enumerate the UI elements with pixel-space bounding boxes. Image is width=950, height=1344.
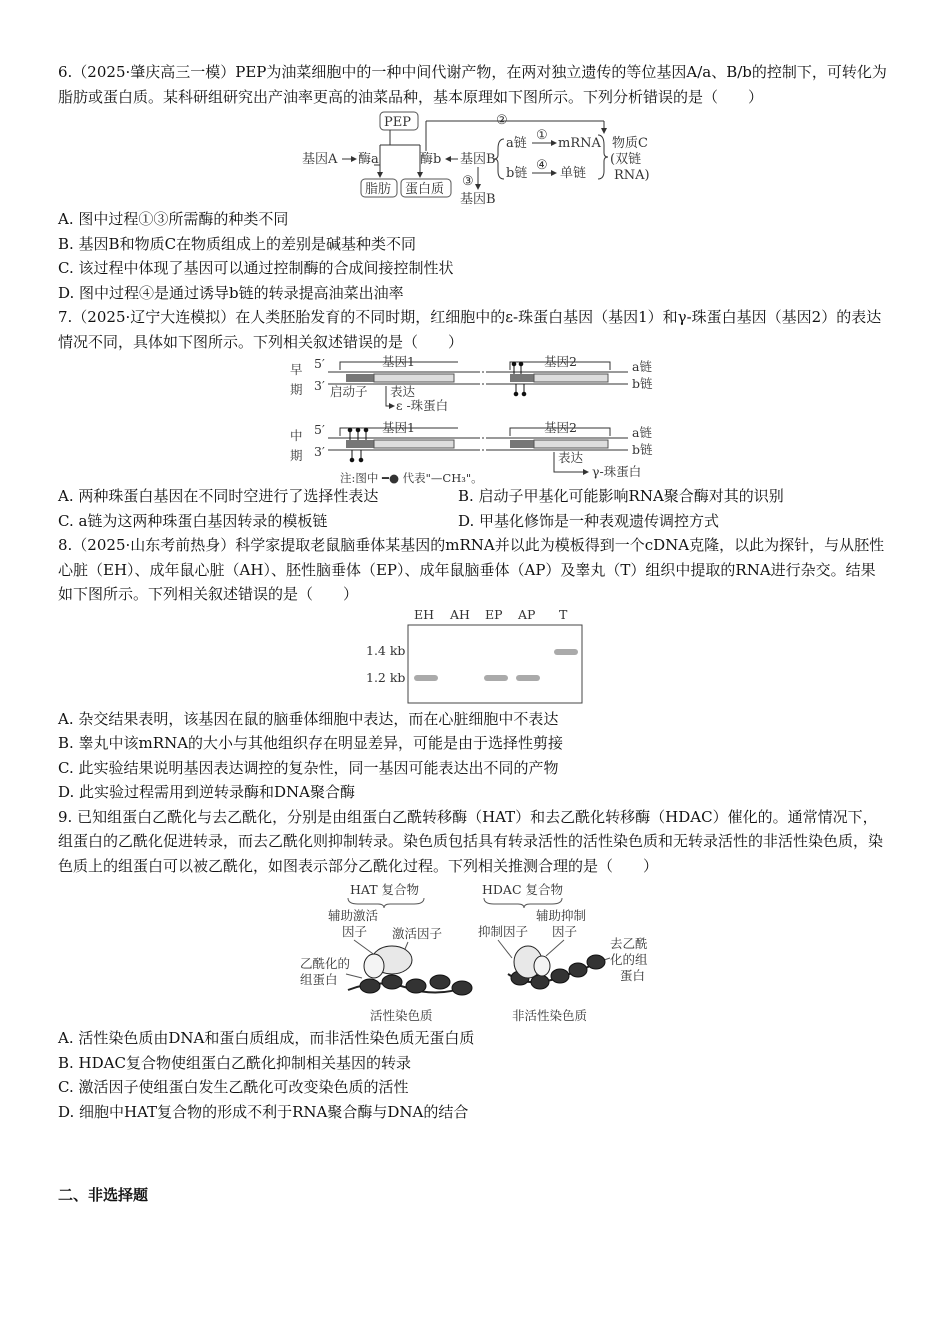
northern-blot-gel [58,607,890,707]
enzyme-b-label: 酶b [420,152,442,167]
band-ep [484,675,508,681]
a-chain-label-2: a链 [632,425,652,440]
q9-option-c[interactable]: C. 激活因子使组蛋白发生乙酰化可改变染色质的活性 [58,1078,409,1096]
q8-stem: 8.（2025·山东考前热身）科学家提取老鼠脑垂体某基因的mRNA并以此为模板得到一个cDNA克隆，以此为探针，与从胚性心脏（EH）、成年鼠心脏（AH）、胚性脑垂体（EP）、成年鼠脑垂体（AP）及睾丸（T）组织中提取的RNA进行杂交。结果如下图所示。下列相关叙述错误的是（ ） [58,536,885,603]
exam-page [58,60,890,1205]
epsilon-globin-label: ε -珠蛋白 [396,398,449,413]
promoter-label: 启动子 [330,384,368,399]
early-label-1: 早 [290,362,303,377]
hat-complex-label: HAT 复合物 [350,882,420,897]
q9-option-d[interactable]: D. 细胞中HAT复合物的形成不利于RNA聚合酶与DNA的结合 [58,1102,469,1121]
q8-option-b[interactable]: B. 睾丸中该mRNA的大小与其他组织存在明显差异，可能是由于选择性剪接 [58,734,564,752]
a-chain-label: a链 [506,136,527,151]
methyl-note: 注:图中 ━● 代表"—CH₃"。 [340,471,483,484]
aux-repressor-label-1: 辅助抑制 [536,908,587,923]
gel-frame [408,625,582,703]
band-t [554,649,578,655]
substance-c-sub2: RNA) [614,168,650,183]
q9-option-b[interactable]: B. HDAC复合物使组蛋白乙酰化抑制相关基因的转录 [58,1053,411,1072]
inactive-chromatin-graphic [508,946,605,989]
gene1-label-1: 基因1 [382,354,415,369]
q6-options [58,207,890,305]
q8-figure [58,607,890,707]
q6-option-d[interactable]: D. 图中过程④是通过诱导b链的转录提高油菜出油率 [58,283,404,302]
five-prime-2: 5′ [314,422,325,437]
q6-figure [58,109,890,207]
process-2-label: ② [496,113,508,128]
active-chromatin-graphic [348,946,472,995]
process-1-label: ① [536,128,548,143]
substance-c-sub1: (双链 [610,152,642,167]
gene2-label-1: 基因2 [544,354,577,369]
enzyme-a-label: 酶a [358,152,379,167]
gene2-label-2: 基因2 [544,420,577,435]
q7-option-d[interactable]: D. 甲基化修饰是一种表观遗传调控方式 [458,511,720,530]
lane-ah-label: AH [450,606,470,622]
metabolic-pathway-diagram [58,109,890,207]
band-eh [414,675,438,681]
substance-c-label: 物质C [612,136,648,151]
three-prime-2: 3′ [314,444,325,459]
gene-b-label: 基因B [460,152,496,167]
lane-ap-label: AP [518,606,536,622]
process-3-label: ③ [462,174,474,189]
express-label-2: 表达 [558,450,584,465]
hdac-complex-label: HDAC 复合物 [482,882,563,897]
b-chain-label-1: b链 [632,376,653,391]
aux-activator-label-2: 因子 [342,924,368,939]
process-4-label: ④ [536,158,548,173]
early-label-2: 期 [290,382,303,397]
b-chain-label-2: b链 [632,442,653,457]
marker-14kb: 1.4 kb [366,642,406,658]
gene-a-label: 基因A [302,152,338,167]
protein-label: 蛋白质 [405,182,445,197]
b-chain-label: b链 [506,166,528,181]
five-prime-1: 5′ [314,356,325,371]
q6-option-c[interactable]: C. 该过程中体现了基因可以通过控制酶的合成间接控制性状 [58,259,454,277]
active-chromatin-label: 活性染色质 [370,1008,433,1023]
aux-activator-label-1: 辅助激活 [328,908,379,923]
acetylated-label-2: 组蛋白 [300,972,338,987]
q8-option-a[interactable]: A. 杂交结果表明，该基因在鼠的脑垂体细胞中表达，而在心脏细胞中不表达 [58,709,559,728]
inactive-chromatin-label: 非活性染色质 [512,1008,588,1023]
histone-acetylation-diagram [58,878,890,1026]
q7-option-a[interactable]: A. 两种珠蛋白基因在不同时空进行了选择性表达 [58,487,379,505]
band-ap [516,675,540,681]
acetylated-label-1: 乙酰化的 [300,956,351,971]
lane-eh-label: EH [414,606,435,622]
gene1-label-2: 基因1 [382,420,415,435]
q6-stem: 6.（2025·肇庆高三一模）PEP为油菜细胞中的一种中间代谢产物，在两对独立遗传的等位基因A/a、B/b的控制下，可转化为脂肪或蛋白质。某科研组研究出产油率更高的油菜品种，基本原理如下图所示。下列分析错误的是（ ） [58,63,887,106]
q8-option-d[interactable]: D. 此实验过程需用到逆转录酶和DNA聚合酶 [58,783,356,801]
gene-b2-label: 基因B [460,192,496,207]
pep-label: PEP [384,115,411,130]
single-strand-label: 单链 [560,166,587,181]
repressor-label: 抑制因子 [478,924,529,939]
mid-label-2: 期 [290,448,303,463]
lane-ep-label: EP [485,606,503,622]
mrna-label: mRNA [558,136,601,151]
q9-options [58,1026,890,1124]
three-prime-1: 3′ [314,378,325,393]
q7-options [58,484,890,533]
a-chain-label-1: a链 [632,359,652,374]
q9-figure [58,878,890,1026]
q7-stem: 7.（2025·辽宁大连模拟）在人类胚胎发育的不同时期，红细胞中的ε-珠蛋白基因（基因1）和γ-珠蛋白基因（基因2）的表达情况不同，具体如下图所示。下列相关叙述错误的是（ ） [58,308,882,351]
q7-option-c[interactable]: C. a链为这两种珠蛋白基因转录的模板链 [58,511,328,530]
gamma-globin-label: γ-珠蛋白 [592,464,642,479]
q7-option-b[interactable]: B. 启动子甲基化可能影响RNA聚合酶对其的识别 [458,487,784,505]
q6-option-b[interactable]: B. 基因B和物质C在物质组成上的差别是碱基种类不同 [58,234,417,253]
mid-label-1: 中 [290,428,303,443]
lane-t-label: T [559,606,568,622]
activator-label: 激活因子 [392,926,443,941]
express-label-1: 表达 [390,384,416,399]
globin-gene-diagram [58,354,890,484]
deacetylated-label-3: 蛋白 [620,968,646,983]
q9-option-a[interactable]: A. 活性染色质由DNA和蛋白质组成，而非活性染色质无蛋白质 [58,1029,475,1047]
aux-repressor-label-2: 因子 [552,924,578,939]
marker-12kb: 1.2 kb [366,669,406,685]
q7-figure [58,354,890,484]
q8-option-c[interactable]: C. 此实验结果说明基因表达调控的复杂性，同一基因可能表达出不同的产物 [58,758,559,777]
section-heading: 二、非选择题 [58,1186,149,1204]
q8-options [58,707,890,805]
deacetylated-label-2: 化的组 [610,952,648,967]
fat-label: 脂肪 [365,182,392,197]
q6-option-a[interactable]: A. 图中过程①③所需酶的种类不同 [58,210,289,228]
deacetylated-label-1: 去乙酰 [610,936,648,951]
q9-stem: 9. 已知组蛋白乙酰化与去乙酰化，分别是由组蛋白乙酰转移酶（HAT）和去乙酰化转移酶（HDAC）催化的。通常情况下，组蛋白的乙酰化促进转录，而去乙酰化则抑制转录。染色质包括具有转录活性的活性染色质和无转录活性的非活性染色质，染色质上的组蛋白可以被乙酰化，如图表示部分乙酰化过程。下列相关推测合理的是（ ） [58,807,884,875]
